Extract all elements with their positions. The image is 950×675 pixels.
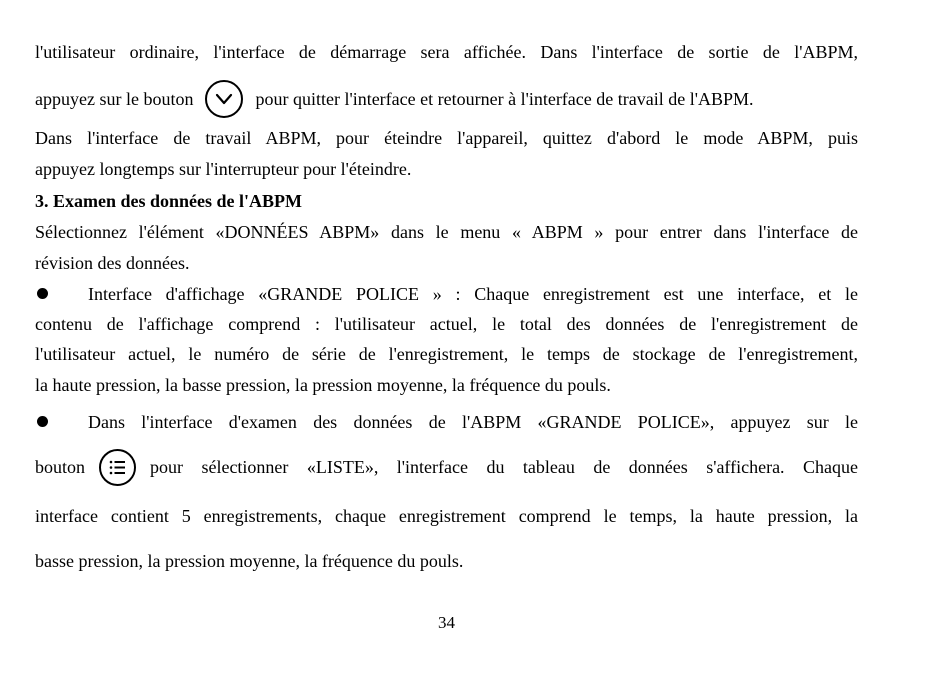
bullet-line: Interface d'affichage «GRANDE POLICE » : Chaque enregistrement est une interface, et le — [88, 284, 858, 304]
bullet-line: contenu de l'affichage comprend : l'utilisateur actuel, le total des données de l'enregistrement de — [35, 314, 858, 334]
paragraph-text: pour sélectionner «LISTE», l'interface du tableau de données s'affichera. Chaque — [150, 457, 858, 477]
bullet-line: basse pression, la pression moyenne, la fréquence du pouls. — [35, 551, 464, 571]
paragraph-text: appuyez sur le bouton — [35, 89, 194, 109]
paragraph-line: Dans l'interface de travail ABPM, pour éteindre l'appareil, quittez d'abord le mode ABPM, puis — [35, 128, 858, 148]
document-page — [35, 0, 858, 675]
paragraph-line-with-icon — [35, 80, 858, 118]
bullet-line: la haute pression, la basse pression, la pression moyenne, la fréquence du pouls. — [35, 375, 611, 395]
section-heading: 3. Examen des données de l'ABPM — [35, 191, 303, 211]
paragraph-text: bouton — [35, 457, 86, 477]
list-menu-circle-icon — [99, 449, 136, 486]
bullet-line-with-icon — [35, 448, 858, 486]
chevron-down-circle-icon — [205, 80, 243, 118]
bullet-line: Dans l'interface d'examen des données de l'ABPM «GRANDE POLICE», appuyez sur le — [88, 412, 858, 432]
bullet-line: interface contient 5 enregistrements, chaque enregistrement comprend le temps, la haute pression, la — [35, 506, 858, 526]
paragraph-line: l'utilisateur ordinaire, l'interface de démarrage sera affichée. Dans l'interface de sortie de l'ABPM, — [35, 42, 858, 62]
bullet-marker — [37, 288, 48, 299]
paragraph-text: pour quitter l'interface et retourner à l'interface de travail de l'ABPM. — [255, 89, 754, 109]
page-number: 34 — [438, 613, 455, 632]
paragraph-line: révision des données. — [35, 253, 190, 273]
bullet-marker — [37, 416, 48, 427]
paragraph-line: appuyez longtemps sur l'interrupteur pour l'éteindre. — [35, 159, 412, 179]
bullet-line: l'utilisateur actuel, le numéro de série de l'enregistrement, le temps de stockage de l'enregistrement, — [35, 344, 858, 364]
paragraph-line: Sélectionnez l'élément «DONNÉES ABPM» dans le menu « ABPM » pour entrer dans l'interface de — [35, 222, 858, 242]
